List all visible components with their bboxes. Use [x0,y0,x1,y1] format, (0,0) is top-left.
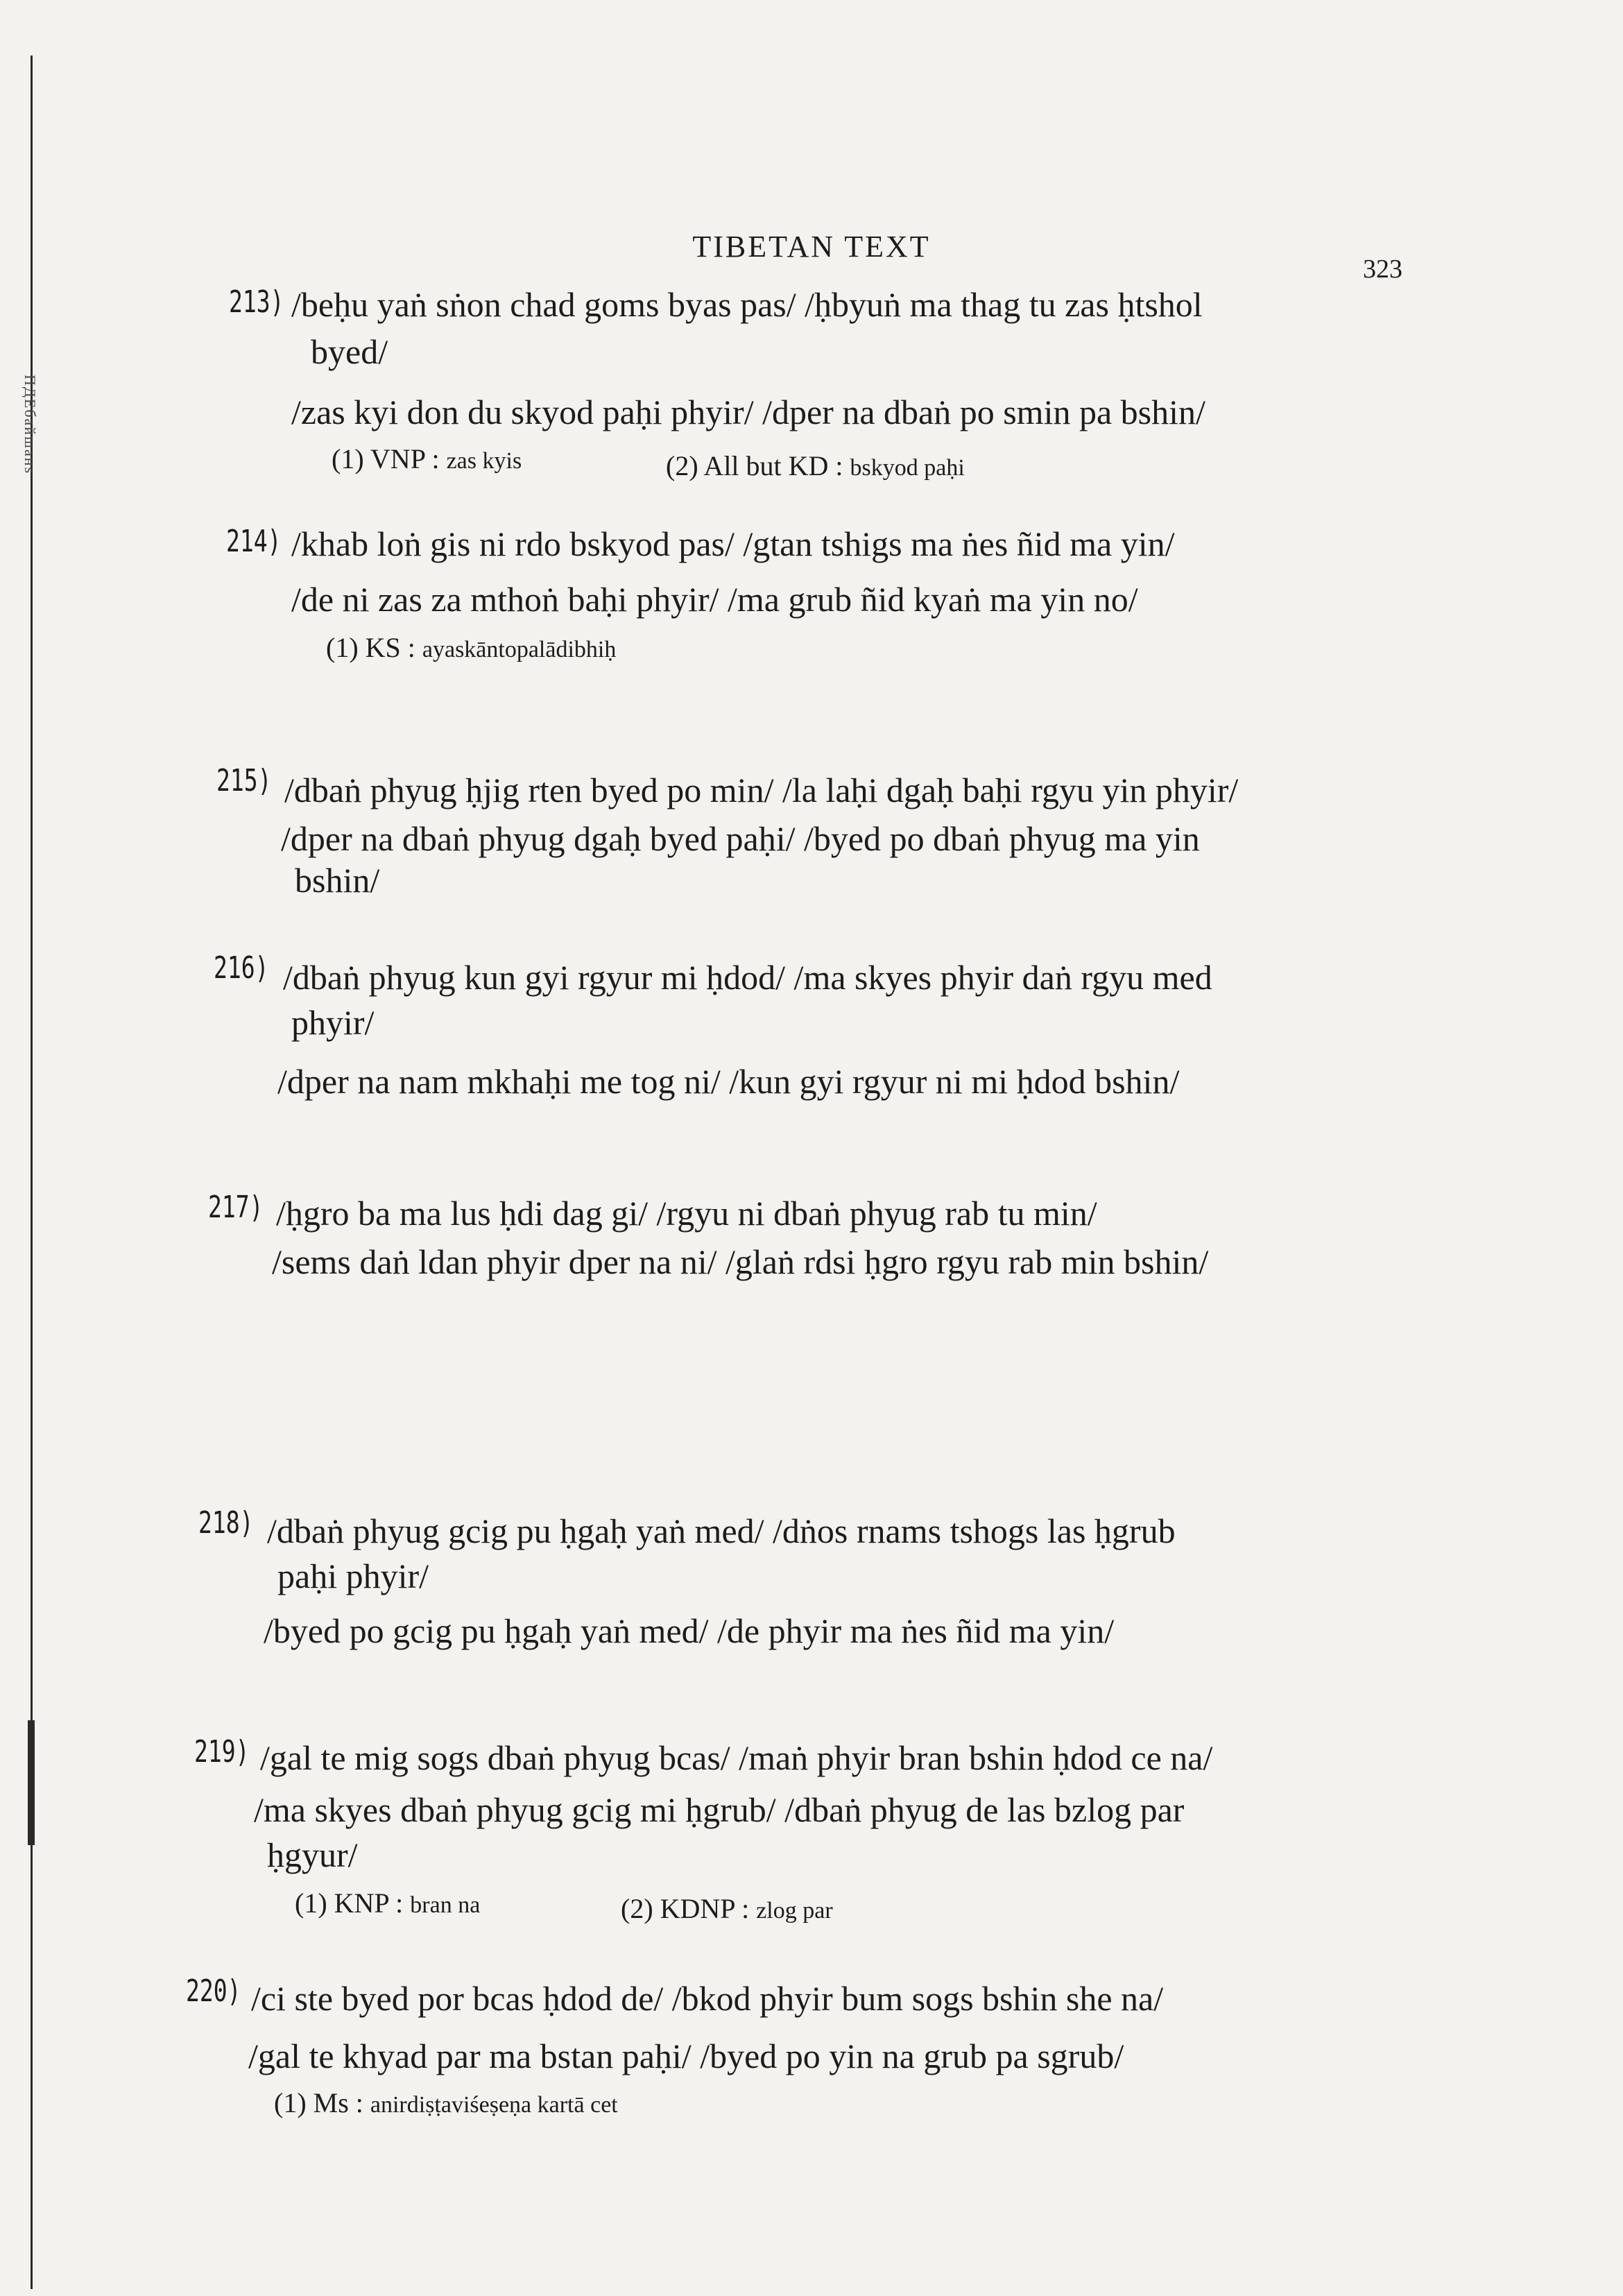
note-label: (1) KS : [326,632,415,663]
verse-line: byed/ [311,332,388,371]
verse-note [295,1887,480,1919]
verse-line: /dbaṅ phyug kun gyi rgyur mi ḥdod/ /ma skyes phyir daṅ rgyu med [283,958,1212,997]
note-label: (1) KNP : [295,1887,404,1919]
verse-line: /byed po gcig pu ḥgaḥ yaṅ med/ /de phyir ma ṅes ñid ma yin/ [264,1611,1115,1650]
verse-line: /de ni zas za mthoṅ baḥi phyir/ /ma grub ñid kyaṅ ma yin no/ [291,580,1138,619]
scan-edge-mark: ПДЕбайшанs [22,375,39,475]
verse-note [332,443,522,475]
note-text: ayaskāntopalādibhiḥ [422,637,617,662]
verse-note [274,2087,618,2119]
verse-number: 213) [229,284,284,320]
page-number: 323 [1363,255,1402,284]
verse-line: /dper na nam mkhaḥi me tog ni/ /kun gyi rgyur ni mi ḥdod bshin/ [277,1062,1180,1101]
verse-line: paḥi phyir/ [277,1557,429,1595]
verse-note [666,449,965,482]
verse-line: /gal te khyad par ma bstan paḥi/ /byed po yin na grub pa sgrub/ [248,2037,1124,2075]
verse-number: 214) [226,524,282,559]
verse-number: 215) [216,763,272,798]
verse-line: /ḥgro ba ma lus ḥdi dag gi/ /rgyu ni dbaṅ phyug rab tu min/ [276,1194,1097,1233]
verse-note [621,1892,833,1925]
verse-line: ḥgyur/ [267,1835,358,1874]
verse-number: 216) [214,950,269,986]
note-label: (2) All but KD : [666,450,843,481]
verse-line: /dbaṅ phyug ḥjig rten byed po min/ /la laḥi dgaḥ baḥi rgyu yin phyir/ [284,771,1239,809]
verse-line: /dbaṅ phyug gcig pu ḥgaḥ yaṅ med/ /dṅos rnams tshogs las ḥgrub [267,1511,1176,1550]
verse-line: phyir/ [291,1003,375,1042]
note-text: zlog par [756,1898,833,1924]
verse-line: /ci ste byed por bcas ḥdod de/ /bkod phyir bum sogs bshin she na/ [251,1979,1164,2018]
verse-line: /khab loṅ gis ni rdo bskyod pas/ /gtan tshigs ma ṅes ñid ma yin/ [291,524,1175,563]
verse-line: /ma skyes dbaṅ phyug gcig mi ḥgrub/ /dbaṅ phyug de las bzlog par [254,1790,1185,1829]
verse-note [326,631,616,664]
verse-line: /dper na dbaṅ phyug dgaḥ byed paḥi/ /byed po dbaṅ phyug ma yin [281,819,1200,858]
note-text: bskyod paḥi [850,455,965,481]
note-label: (1) Ms : [274,2087,363,2118]
verse-line: /zas kyi don du skyod paḥi phyir/ /dper na dbaṅ po smin pa bshin/ [291,393,1205,431]
verse-line: /beḥu yaṅ sṅon chad goms byas pas/ /ḥbyuṅ ma thag tu zas ḥtshol [291,285,1203,324]
verse-line: bshin/ [295,861,380,900]
verse-number: 218) [198,1505,254,1541]
verse-line: /sems daṅ ldan phyir dper na ni/ /glaṅ rdsi ḥgro rgyu rab min bshin/ [272,1242,1209,1281]
note-text: anirdiṣṭaviśeṣeṇa kartā cet [370,2092,618,2118]
note-label: (1) VNP : [332,443,440,474]
verse-number: 219) [194,1734,250,1770]
scan-edge-line [28,1720,35,1845]
verse-number: 217) [208,1190,264,1225]
note-label: (2) KDNP : [621,1893,750,1924]
verse-line: /gal te mig sogs dbaṅ phyug bcas/ /maṅ phyir bran bshin ḥdod ce na/ [260,1738,1213,1777]
note-text: bran na [410,1892,481,1918]
page-header-title: TIBETAN TEXT [692,230,931,264]
note-text: zas kyis [446,448,522,474]
verse-number: 220) [186,1973,241,2009]
